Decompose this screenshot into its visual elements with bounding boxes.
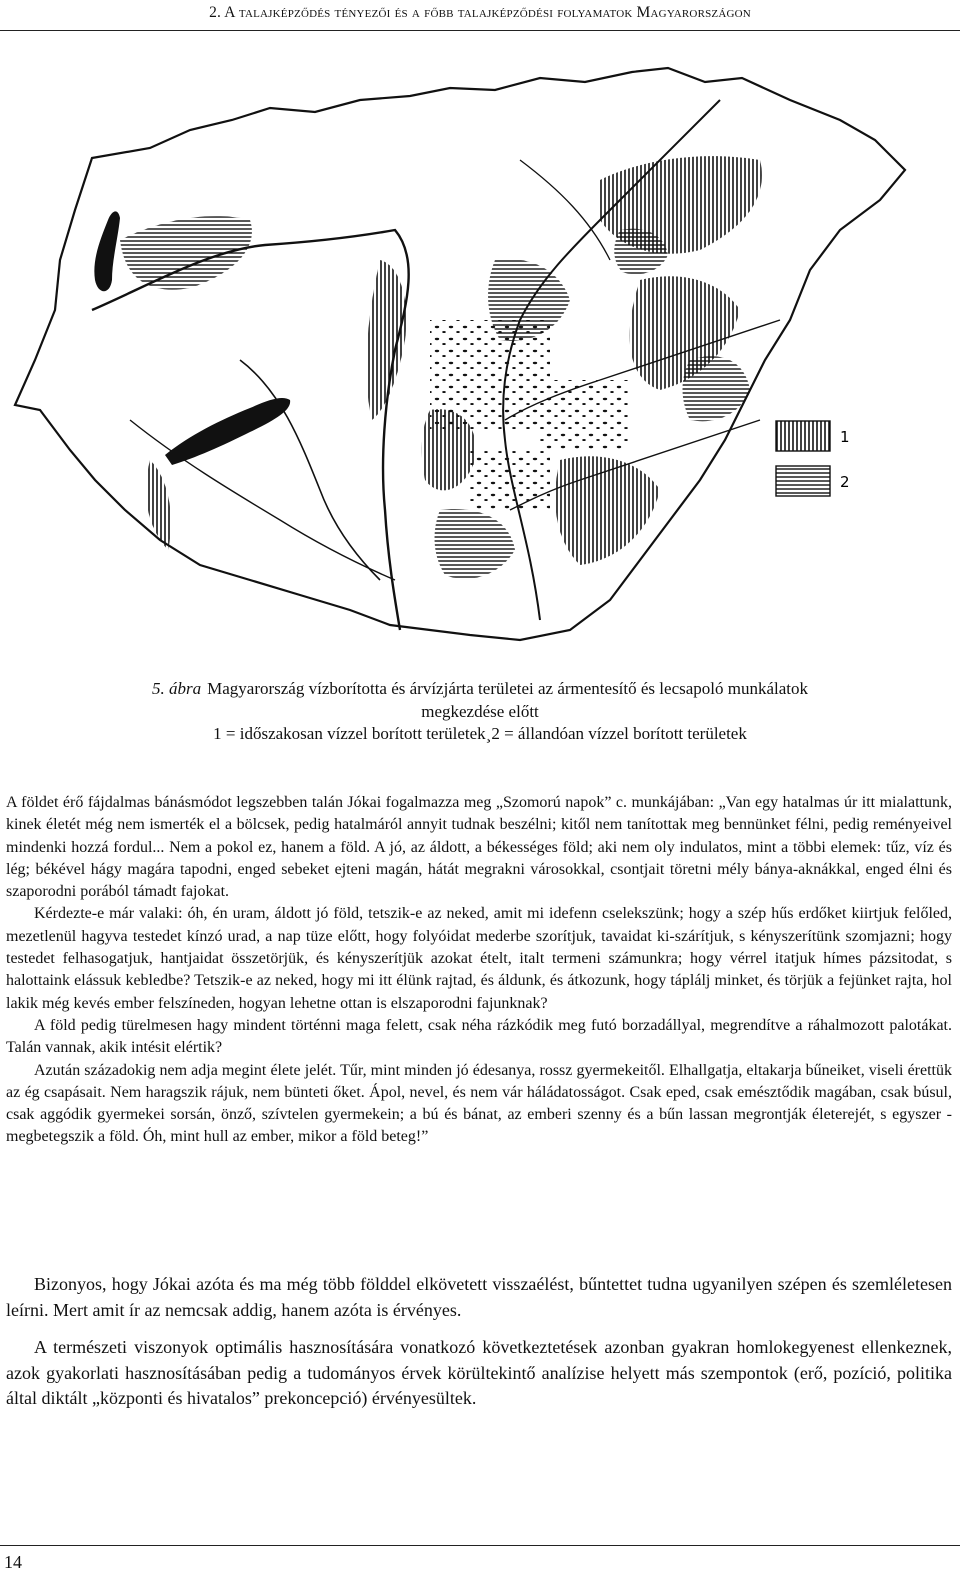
lake-ferto xyxy=(94,211,120,291)
figure-map xyxy=(0,60,960,660)
paragraph: A természeti viszonyok optimális hasznosítására vonatkozó következtetések azonban gyakran homlokegyenest ellenkeznek, azok gyakorlati hasznosításában pedig a tudományos érvek körültekintő analízise helyett más szempontok (erő, pozíció, politika által diktált „központi és hivatalos” prekoncepció) érvényesültek. xyxy=(6,1337,952,1408)
running-title: 2. A talajképződés tényezői és a főbb talajképződési folyamatok Magyarországon xyxy=(209,4,751,21)
figure-label: 5. ábra xyxy=(151,679,202,698)
legend-label-2: 2 xyxy=(840,473,850,491)
running-header xyxy=(0,0,960,31)
legend-swatch-1 xyxy=(776,421,830,451)
page-footer xyxy=(0,1545,960,1586)
caption-line-3: 1 = időszakosan vízzel borított területek¸2 = állandóan vízzel borított területek xyxy=(213,724,747,743)
page-number: 14 xyxy=(4,1552,22,1572)
legend-swatch-2 xyxy=(776,466,830,496)
paragraph: A földet érő fájdalmas bánásmódot legszebben talán Jókai fogalmazza meg „Szomorú napok” c. munkájában: „Van egy hatalmas úr itt mialattunk, kinek életét még nem ismerték el a bölcsek, pedig hatalmáról annyit tudnak beszélni; kitől nem tanítottak meg bennünket félni, pedig reményeivel mindenki hozzá fordul... Nem a pokol ez, hanem a föld. A jó, az áldott, a békességes föld; aki nem oly indulatos, mint a többi elemek: tűz, víz és lég; békével hágy magára tapodni, enged sebeket ejteni magán, hátát megrakni városokkal, csontjait töretni mély bánya-aknákkal, enged élni és szaporodni porából támadt fajokat. xyxy=(6,794,952,901)
paragraph: A föld pedig türelmesen hagy mindent történni maga felett, csak néha rázkódik meg futó borzadállyal, megrendítve a ráhalmozott palotákat. Talán vannak, akik intésit elértik? xyxy=(6,1016,952,1057)
caption-text-1: Magyarország vízborította és árvízjárta területei az ármentesítő és lecsapoló munkálatok xyxy=(207,679,809,698)
minor-river xyxy=(130,420,395,580)
paragraph: Bizonyos, hogy Jókai azóta és ma még több földdel elkövetett visszaélést, bűntettet tudna ugyanilyen szépen és szemléletesen leírni. Mert amit ír az nemcsak addig, hanem azóta is érvényes. xyxy=(6,1274,952,1320)
hungary-flood-map xyxy=(0,60,960,660)
caption-line-2: megkezdése előtt xyxy=(421,701,539,721)
paragraph: Kérdezte-e már valaki: óh, én uram, áldott jó föld, tetszik-e az neked, amit mi idefenn cselekszünk; hogy a szép hűs erdőket kiirtjuk felőled, mezetlenül hagyva testedet kínzó urad, a nap tüze előtt, hogy folyóidat mederbe szorítjuk, tavaidat ki-szárítjuk, s kényszerítünk szomjazni; hogy testedet felhasogatjuk, hantjaidat összetörjük, és kényszerítjük azokat ételt, italt termeni számunkra; hogy vérrel itatjuk hímes pázsitodat, s halottaink elássuk kebledbe? Tetszik-e az neked, hogy mi itt élünk rajtad, és áldunk, és átkozunk, hogy táplálj minket, és törjük a fejünket rajta, hol lakik még kevés ember felszíneden, hogyan lehetne ottan is elszaporodni fajunknak? xyxy=(6,905,952,1012)
map-legend xyxy=(776,421,850,496)
quotation-block xyxy=(6,792,952,1149)
caption-line-1 xyxy=(20,678,940,701)
figure-caption xyxy=(20,678,940,746)
minor-river xyxy=(520,160,610,260)
lake-balaton xyxy=(165,398,290,465)
paragraph: Azután századokig nem adja megint élete jelét. Tűr, mint minden jó édesanya, rossz gyermekeitől. Elhallgatja, eltakarja bűneiket, viseli érettük az ég csapásait. Nem haragszik rájuk, nem bünteti őket. Ápol, nevel, és nem vár háládatosságot. Csak eped, csak emésztődik magában, csak búsul, csak aggódik gyermekei sorsán, önző, szívtelen gyermekein; a bú és bánat, az emberi szenny és a bűn lassan megrontják életerejét, s egyszer - megbetegszik a föld. Óh, mint hull az ember, mikor a föld beteg!” xyxy=(6,1061,952,1146)
minor-river xyxy=(240,360,380,580)
main-text-block xyxy=(6,1272,952,1424)
legend-label-1: 1 xyxy=(840,428,850,446)
